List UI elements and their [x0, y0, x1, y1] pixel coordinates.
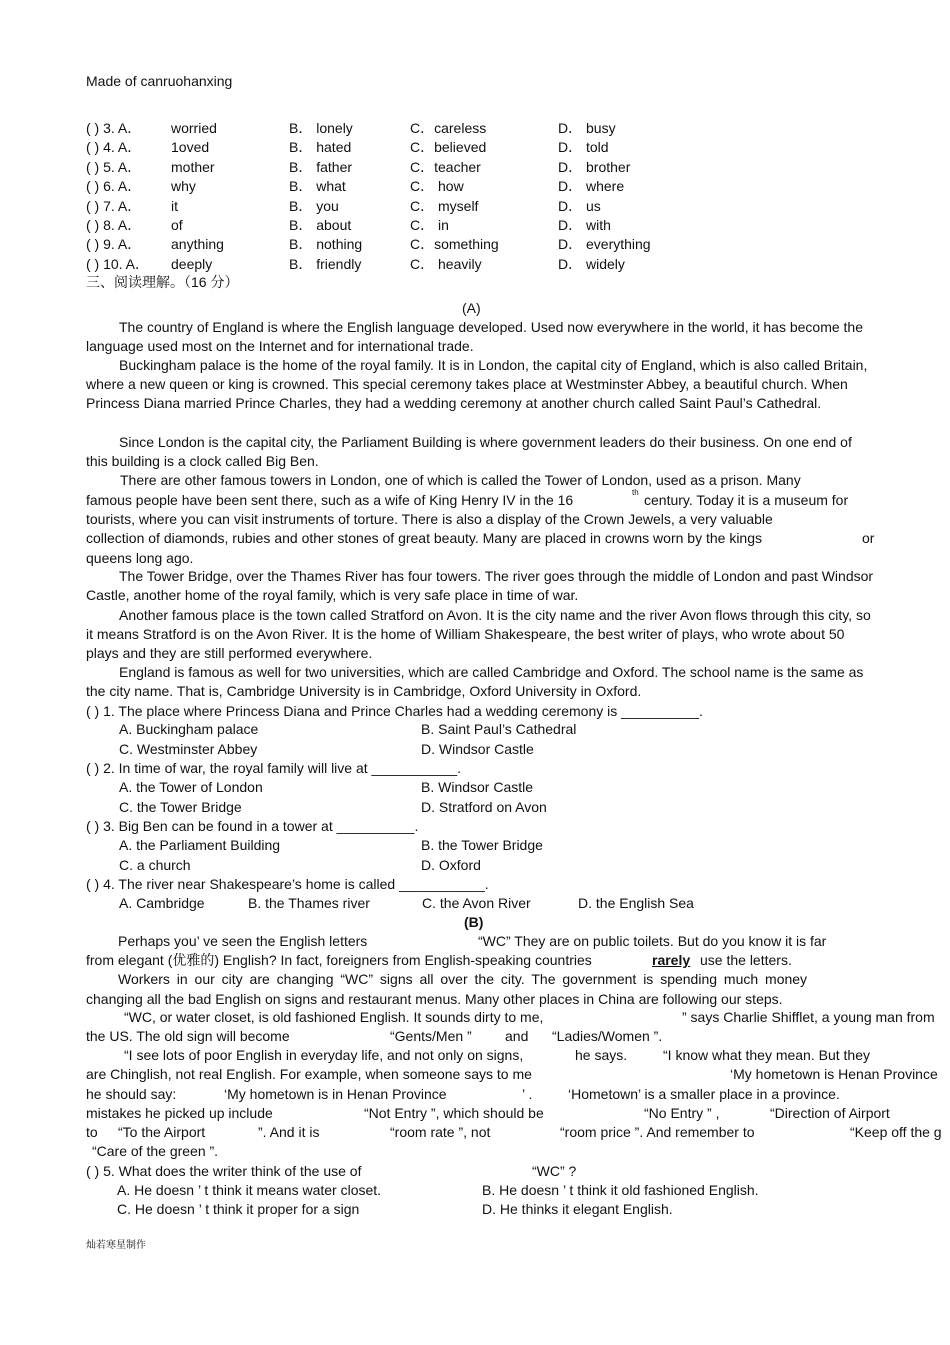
choice-option-a: mother	[171, 158, 215, 175]
part-b-label: (B)	[464, 914, 484, 930]
passage-b-l4: changing all the bad English on signs and restaurant menus. Many other places in China are following our steps.	[86, 991, 783, 1007]
choice-option-d: D． us	[558, 197, 601, 214]
choice-option-a: it	[171, 197, 178, 214]
question-2: ( ) 2. In time of war, the royal family will live at ___________.	[86, 760, 462, 776]
choice-option-c: C．something	[410, 236, 499, 253]
choice-option-b: B． father	[289, 158, 353, 175]
question-2-option-a: A. the Tower of London	[119, 779, 263, 795]
passage-a-towers-l5: queens long ago.	[86, 550, 194, 566]
choice-option-d: D． brother	[558, 158, 631, 175]
passage-b-l7b: he says.	[575, 1047, 628, 1063]
passage-b-l2c: use the letters.	[700, 952, 792, 968]
choice-option-c: C．believed	[410, 139, 487, 156]
question-2-option-b: B. Windsor Castle	[421, 779, 534, 795]
passage-b-l9c: ’ .	[522, 1086, 533, 1102]
passage-b-l7a: “I see lots of poor English in everyday life, and not only on signs,	[124, 1047, 524, 1063]
passage-b-l12: “Care of the green ”.	[92, 1143, 219, 1159]
passage-b-l10d: “Direction of Airport	[770, 1105, 890, 1121]
passage-b-l11d: “room rate ”, not	[390, 1124, 491, 1140]
question-1-option-c: C. Westminster Abbey	[119, 741, 258, 757]
passage-b-l6b: “Gents/Men ”	[390, 1028, 472, 1044]
passage-b-l11b: “To the Airport	[118, 1124, 206, 1140]
choice-option-b: B． what	[289, 178, 346, 195]
passage-b-l10a: mistakes he picked up include	[86, 1105, 273, 1121]
passage-b-l2a: from elegant (优雅的) English? In fact, foreigners from English-speaking countries	[86, 952, 592, 968]
passage-b-l8b: ‘My hometown is Henan Province	[730, 1066, 938, 1082]
question-3-option-c: C. a church	[119, 857, 191, 873]
question-5-option-d: D. He thinks it elegant English.	[482, 1201, 673, 1217]
question-1-option-b: B. Saint Paul’s Cathedral	[421, 721, 577, 737]
choice-option-c: C．teacher	[410, 158, 481, 175]
choice-number: ( ) 5. A．	[86, 158, 142, 175]
choice-number: ( ) 8. A．	[86, 217, 142, 233]
question-1: ( ) 1. The place where Princess Diana and Prince Charles had a wedding ceremony is __________.	[86, 703, 703, 719]
question-1-option-a: A. Buckingham palace	[119, 721, 259, 737]
passage-b-l3: Workers in our city are changing “WC” signs all over the city. The government is spending much money	[118, 971, 808, 987]
passage-a-p5: The Tower Bridge, over the Thames River has four towers. The river goes through the middle of London and past Windsor Castle, another home of the royal family, which is very safe place in time of war.	[86, 568, 874, 603]
choice-option-d: D． widely	[558, 255, 625, 272]
passage-b-l9b: ‘My hometown is in Henan Province	[224, 1086, 447, 1102]
passage-b-rarely: rarely	[652, 952, 691, 968]
passage-a-towers-l4a: collection of diamonds, rubies and other stones of great beauty. Many are placed in crowns worn by the kings	[86, 530, 763, 546]
choice-option-d: D． where	[558, 178, 625, 195]
passage-a-towers-l3: tourists, where you can visit instruments of torture. There is also a display of the Crown Jewels, a very valuable	[86, 511, 773, 527]
passage-b-l1b: “WC” They are on public toilets. But do you know it is far	[478, 933, 827, 949]
question-5-option-b: B. He doesn ’ t think it old fashioned English.	[482, 1182, 759, 1198]
choice-option-d: D． with	[558, 217, 611, 233]
choice-option-b: B． lonely	[289, 120, 353, 136]
passage-b-l9d: ‘Hometown’ is a smaller place in a province.	[568, 1086, 840, 1102]
choice-number: ( ) 9. A．	[86, 236, 142, 253]
passage-b-l1a: Perhaps you’ ve seen the English letters	[118, 933, 368, 949]
passage-a-p2: Buckingham palace is the home of the royal family. It is in London, the capital city of England, which is also called Britain, where a new queen or king is crowned. This special ceremony takes place at Westminster Abbey, a beautiful church. When Princess Diana married Prince Charles, they had a wedding ceremony at another church called Saint Paul’s Cathedral.	[86, 357, 868, 411]
passage-b-l11c: ”. And it is	[258, 1124, 320, 1140]
question-5-option-a: A. He doesn ’ t think it means water closet.	[117, 1182, 382, 1198]
passage-b-l7c: “I know what they mean. But they	[663, 1047, 870, 1063]
passage-a-towers-l4b: or	[862, 530, 875, 546]
page-footer: 灿若寒星制作	[86, 1240, 146, 1251]
question-3-option-b: B. the Tower Bridge	[421, 837, 543, 853]
choice-number: ( ) 4. A．	[86, 139, 142, 156]
passage-b-l5b: ” says Charlie Shifflet, a young man from	[682, 1009, 935, 1025]
question-1-option-d: D. Windsor Castle	[421, 741, 534, 757]
passage-a-p6: Another famous place is the town called Stratford on Avon. It is the city name and the river Avon flows through this city, so it means Stratford is on the Avon River. It is the home of William Shakespeare, the best writer of plays, who wrote about 50 plays and they are still performed everywhere.	[86, 607, 871, 661]
passage-b-l6c: and	[505, 1028, 529, 1044]
passage-b-l5a: “WC, or water closet, is old fashioned English. It sounds dirty to me,	[124, 1009, 544, 1025]
passage-a-p3: Since London is the capital city, the Parliament Building is where government leaders do their business. On one end of this building is a clock called Big Ben.	[86, 434, 852, 469]
passage-a-p7: England is famous as well for two universities, which are called Cambridge and Oxford. The school name is the same as the city name. That is, Cambridge University is in Cambridge, Oxford University in Oxford.	[86, 664, 864, 699]
choice-option-d: D． everything	[558, 236, 651, 253]
section-heading: 三、阅读理解。（16 分）	[86, 274, 239, 290]
choice-option-b: B． friendly	[289, 255, 362, 272]
passage-b-l8a: are Chinglish, not real English. For example, when someone says to me	[86, 1066, 532, 1082]
choice-option-b: B． hated	[289, 139, 352, 156]
choice-option-d: D． busy	[558, 120, 616, 136]
passage-a-towers-l1: There are other famous towers in London, one of which is called the Tower of London, used as a prison. Many	[120, 472, 801, 488]
choice-number: ( ) 6. A．	[86, 178, 142, 195]
choice-option-a: why	[171, 178, 196, 195]
choice-option-a: anything	[171, 236, 224, 253]
choice-option-b: B． about	[289, 217, 352, 233]
question-4-option-a: A. Cambridge	[119, 895, 205, 911]
choice-option-a: of	[171, 217, 183, 233]
choice-option-c: C． how	[410, 178, 464, 195]
passage-a-towers-l2b: century. Today it is a museum for	[644, 492, 849, 508]
passage-b-l6a: the US. The old sign will become	[86, 1028, 290, 1044]
question-2-option-d: D. Stratford on Avon	[421, 799, 547, 815]
passage-b-l10c: “No Entry ” ,	[644, 1105, 720, 1121]
passage-b-l10b: “Not Entry ”, which should be	[364, 1105, 544, 1121]
question-3-option-d: D. Oxford	[421, 857, 481, 873]
passage-b-l11f: “Keep off the g	[850, 1124, 942, 1140]
choice-option-c: C． myself	[410, 197, 479, 214]
question-4-option-c: C. the Avon River	[422, 895, 531, 911]
choice-option-d: D． told	[558, 139, 609, 156]
question-5-wc: “WC” ?	[532, 1163, 577, 1179]
choice-option-a: 1oved	[171, 139, 210, 156]
choice-option-c: C． in	[410, 217, 449, 233]
question-4-option-d: D. the English Sea	[578, 895, 694, 911]
passage-b-l11a: to	[86, 1124, 98, 1140]
question-5-option-c: C. He doesn ’ t think it proper for a sign	[117, 1201, 360, 1217]
passage-a-towers-sup: th	[632, 488, 639, 497]
choice-option-b: B． nothing	[289, 236, 363, 253]
passage-b-l9a: he should say:	[86, 1086, 177, 1102]
choice-option-a: worried	[171, 120, 217, 136]
passage-a-towers-l2a: famous people have been sent there, such as a wife of King Henry IV in the 16	[86, 492, 574, 508]
part-a-label: (A)	[462, 300, 481, 316]
choice-option-c: C．careless	[410, 120, 487, 136]
question-4: ( ) 4. The river near Shakespeare’s home is called ___________.	[86, 876, 489, 892]
choice-option-b: B． you	[289, 197, 339, 214]
passage-b-l11e: “room price ”. And remember to	[560, 1124, 755, 1140]
choice-number: ( ) 7. A．	[86, 197, 142, 214]
choice-option-a: deeply	[171, 255, 213, 272]
question-4-option-b: B. the Thames river	[248, 895, 370, 911]
page-header: Made of canruohanxing	[86, 73, 233, 89]
question-3-option-a: A. the Parliament Building	[119, 837, 281, 853]
question-3: ( ) 3. Big Ben can be found in a tower at __________.	[86, 818, 419, 834]
passage-a-p1: The country of England is where the English language developed. Used now everywhere in the world, it has become the language used most on the Internet and for international trade.	[86, 319, 864, 354]
passage-b-l6d: “Ladies/Women ”.	[552, 1028, 663, 1044]
choice-number: ( ) 10. A．	[86, 255, 150, 272]
question-2-option-c: C. the Tower Bridge	[119, 799, 242, 815]
choice-number: ( ) 3. A．	[86, 120, 142, 136]
choice-option-c: C． heavily	[410, 255, 482, 272]
question-5: ( ) 5. What does the writer think of the use of	[86, 1163, 362, 1179]
